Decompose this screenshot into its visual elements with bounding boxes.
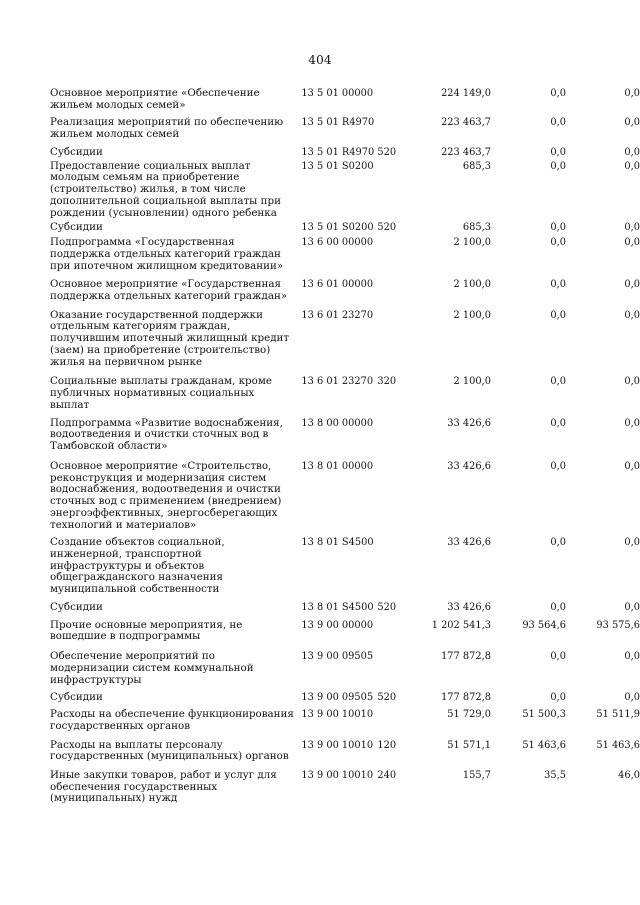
amount-year-3: 51 511,9 (596, 709, 640, 721)
expense-type-code (377, 111, 397, 140)
amount-year-3: 0,0 (624, 237, 640, 249)
amount-year-2: 0,0 (550, 692, 566, 704)
amount-year-3: 0,0 (624, 88, 640, 99)
amount-year-1: 177 872,8 (441, 692, 491, 704)
expense-type-code (377, 303, 397, 369)
expense-name: Подпрограмма «Развитие водоснабжения, водоотведения и очистки сточных вод в Тамбовской области» (50, 416, 283, 453)
table-row (50, 141, 640, 159)
amount-year-3: 0,0 (624, 460, 640, 472)
expense-name: Субсидии (50, 221, 103, 234)
amount-year-3: 0,0 (624, 417, 640, 429)
expense-type-code (377, 643, 397, 686)
table-row (50, 704, 640, 732)
amount-year-1: 33 426,6 (447, 460, 491, 472)
expense-name: Иные закупки товаров, работ и услуг для обеспечения государственных (муниципальных) нужд (50, 768, 277, 805)
expense-name: Основное мероприятие «Обеспечение жильем молодых семей» (50, 87, 260, 111)
amount-year-1: 2 100,0 (453, 309, 491, 321)
amount-year-2: 0,0 (550, 88, 566, 99)
amount-year-2: 0,0 (550, 601, 566, 613)
amount-year-2: 0,0 (550, 222, 566, 234)
expense-name: Создание объектов социальной, инженерной, транспортной инфраструктуры и объектов общегражданского назначения муниципальной собственности (50, 536, 225, 596)
target-code: 13 5 01 S0200 (301, 222, 374, 234)
target-code: 13 8 01 00000 (301, 460, 374, 472)
amount-year-1: 51 729,0 (447, 709, 491, 721)
table-row (50, 88, 640, 111)
amount-year-2: 0,0 (550, 376, 566, 388)
target-code: 13 5 01 00000 (301, 88, 374, 99)
table-row (50, 111, 640, 140)
amount-year-3: 0,0 (624, 651, 640, 663)
target-code: 13 9 00 09505 (301, 651, 374, 663)
table-row (50, 453, 640, 531)
target-code: 13 5 01 R4970 (301, 117, 375, 129)
expense-name: Прочие основные мероприятия, не вошедшие в подпрограммы (50, 618, 243, 643)
amount-year-2: 0,0 (550, 417, 566, 429)
page-number: 404 (308, 53, 332, 67)
amount-year-3: 0,0 (624, 222, 640, 234)
table-row (50, 596, 640, 614)
table-row (50, 272, 640, 302)
table-row (50, 234, 640, 272)
expense-name: Подпрограмма «Государственная поддержка отдельных категорий граждан при ипотечном жилищном кредитовании» (50, 236, 284, 272)
amount-year-3: 0,0 (624, 160, 640, 172)
expense-type-code: 520 (377, 601, 397, 613)
expense-name: Обеспечение мероприятий по модернизации систем коммунальной инфраструктуры (50, 650, 254, 686)
amount-year-1: 685,3 (462, 160, 491, 172)
target-code: 13 9 00 10010 (301, 739, 374, 751)
table-row (50, 531, 640, 596)
expense-name: Предоставление социальных выплат молодым семьям на приобретение (строительство) жилья, в том числе дополнительной социальной выплаты при рождении (усыновлении) одного ребенка (50, 159, 281, 219)
table-row (50, 763, 640, 805)
amount-year-1: 155,7 (462, 769, 491, 781)
amount-year-3: 51 463,6 (596, 739, 640, 751)
amount-year-3: 0,0 (624, 537, 640, 549)
target-code: 13 6 00 00000 (301, 237, 374, 249)
amount-year-2: 35,5 (544, 769, 566, 781)
amount-year-1: 33 426,6 (447, 537, 491, 549)
amount-year-2: 93 564,6 (522, 619, 566, 631)
amount-year-3: 93 575,6 (596, 619, 640, 631)
expense-type-code: 520 (377, 692, 397, 704)
target-code: 13 9 00 10010 (301, 709, 374, 721)
table-row (50, 686, 640, 704)
target-code: 13 9 00 00000 (301, 619, 374, 631)
expense-name: Основное мероприятие «Государственная поддержка отдельных категорий граждан» (50, 278, 288, 303)
expense-type-code: 520 (377, 146, 397, 158)
amount-year-1: 2 100,0 (453, 376, 491, 388)
table-row (50, 303, 640, 369)
amount-year-1: 223 463,7 (441, 117, 491, 129)
expense-type-code: 520 (377, 222, 397, 234)
amount-year-2: 51 500,3 (522, 709, 566, 721)
amount-year-3: 0,0 (624, 279, 640, 291)
amount-year-1: 223 463,7 (441, 146, 491, 158)
amount-year-3: 0,0 (624, 692, 640, 704)
amount-year-2: 0,0 (550, 537, 566, 549)
expense-type-code: 240 (377, 769, 397, 781)
amount-year-3: 0,0 (624, 376, 640, 388)
target-code: 13 9 00 10010 (301, 769, 374, 781)
amount-year-1: 177 872,8 (441, 651, 491, 663)
expense-type-code (377, 159, 397, 220)
table-row (50, 643, 640, 686)
amount-year-3: 0,0 (624, 309, 640, 321)
amount-year-2: 0,0 (550, 160, 566, 172)
amount-year-2: 0,0 (550, 279, 566, 291)
expense-name: Реализация мероприятий по обеспечению жильем молодых семей (50, 116, 284, 141)
target-code: 13 6 01 00000 (301, 279, 374, 291)
target-code: 13 5 01 R4970 (301, 146, 375, 158)
target-code: 13 6 01 23270 (301, 376, 374, 388)
amount-year-2: 51 463,6 (522, 739, 566, 751)
amount-year-2: 0,0 (550, 309, 566, 321)
expense-type-code (377, 531, 397, 596)
table-row (50, 733, 640, 763)
expense-name: Субсидии (50, 691, 103, 704)
amount-year-1: 2 100,0 (453, 237, 491, 249)
expense-name: Основное мероприятие «Строительство, реконструкция и модернизация систем водоснабжения, водоотведения и очистки сточных вод с применением (внедрением) энергоэффективных, энергосберегающих технологий и материалов» (50, 459, 282, 531)
table-row (50, 412, 640, 453)
target-code: 13 8 01 S4500 (301, 537, 374, 549)
table-row (50, 614, 640, 643)
expense-type-code (377, 272, 397, 302)
target-code: 13 8 00 00000 (301, 417, 374, 429)
target-code: 13 5 01 S0200 (301, 160, 374, 172)
expense-type-code (377, 614, 397, 643)
amount-year-3: 0,0 (624, 146, 640, 158)
amount-year-3: 0,0 (624, 601, 640, 613)
amount-year-1: 2 100,0 (453, 279, 491, 291)
amount-year-1: 51 571,1 (447, 739, 491, 751)
amount-year-2: 0,0 (550, 651, 566, 663)
table-row (50, 368, 640, 411)
amount-year-2: 0,0 (550, 146, 566, 158)
amount-year-1: 33 426,6 (447, 417, 491, 429)
expense-name: Оказание государственной поддержки отдельным категориям граждан, получившим ипотечный жилищный кредит (заем) на приобретение (строительство) жилья на первичном рынке (50, 308, 290, 368)
target-code: 13 6 01 23270 (301, 309, 374, 321)
expense-name: Субсидии (50, 600, 103, 613)
target-code: 13 9 00 09505 (301, 692, 374, 704)
expense-type-code (377, 234, 397, 272)
amount-year-1: 33 426,6 (447, 601, 491, 613)
amount-year-2: 0,0 (550, 460, 566, 472)
amount-year-1: 1 202 541,3 (431, 619, 491, 631)
expense-name: Субсидии (50, 145, 103, 158)
amount-year-3: 0,0 (624, 117, 640, 129)
amount-year-1: 224 149,0 (441, 88, 491, 99)
expense-type-code (377, 88, 397, 111)
amount-year-3: 46,0 (618, 769, 640, 781)
expense-name: Социальные выплаты гражданам, кроме публичных нормативных социальных выплат (50, 375, 272, 411)
expense-type-code (377, 453, 397, 531)
target-code: 13 8 01 S4500 (301, 601, 374, 613)
budget-table (50, 88, 640, 805)
table-row (50, 219, 640, 234)
table-row (50, 159, 640, 220)
expense-type-code (377, 704, 397, 732)
amount-year-2: 0,0 (550, 237, 566, 249)
expense-name: Расходы на выплаты персоналу государственных (муниципальных) органов (50, 738, 289, 763)
expense-type-code (377, 412, 397, 453)
expense-name: Расходы на обеспечение функционирования государственных органов (50, 708, 294, 732)
expense-type-code: 120 (377, 739, 397, 751)
expense-type-code: 320 (377, 376, 397, 388)
amount-year-2: 0,0 (550, 117, 566, 129)
amount-year-1: 685,3 (462, 222, 491, 234)
